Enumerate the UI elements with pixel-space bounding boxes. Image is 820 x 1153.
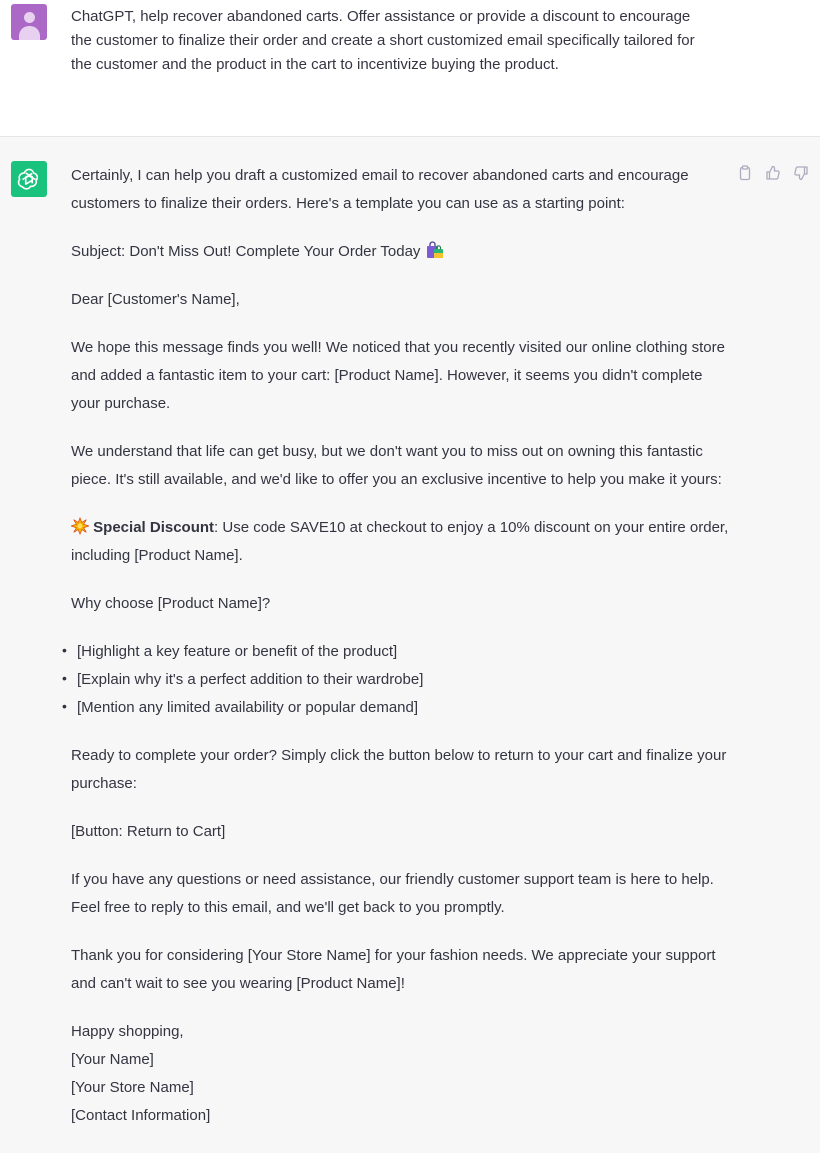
user-message-text: ChatGPT, help recover abandoned carts. Offer assistance or provide a discount to encourage the customer to finalize their order and create a short customized email specifically tailored for the customer and the product in the cart to incentivize buying the product. (71, 8, 695, 73)
user-avatar-icon (11, 4, 47, 40)
button-placeholder: [Button: Return to Cart] (71, 823, 226, 840)
email-paragraph-1: We hope this message finds you well! We noticed that you recently visited our online clothing store and added a fantastic item to your cart: [Product Name]. However, it seems you didn't complete your purchase. (71, 339, 725, 412)
thumbs-up-icon[interactable] (763, 163, 783, 183)
thanks-text: Thank you for considering [Your Store Name] for your fashion needs. We appreciate your support and can't wait to see you wearing [Product Name]! (71, 947, 716, 992)
email-subject (71, 238, 731, 266)
email-paragraph-2: We understand that life can get busy, but we don't want you to miss out on owning this fantastic piece. It's still available, and we'd like to offer you an exclusive incentive to help you make it yours: (71, 443, 722, 488)
signature-name: [Your Name] (71, 1051, 154, 1068)
signature-block (71, 1018, 731, 1130)
clipboard-icon[interactable] (735, 163, 755, 183)
thumbs-down-icon[interactable] (791, 163, 811, 183)
list-item: • [Explain why it's a perfect addition to their wardrobe] (62, 666, 731, 694)
email-greeting: Dear [Customer's Name], (71, 291, 240, 308)
collision-icon (71, 517, 89, 535)
signoff: Happy shopping, (71, 1023, 184, 1040)
discount-label: Special Discount (93, 519, 215, 536)
shopping-bags-icon (425, 241, 445, 259)
feature-list (62, 638, 731, 722)
list-item: • [Mention any limited availability or popular demand] (62, 694, 731, 722)
signature-contact: [Contact Information] (71, 1107, 211, 1124)
email-subject-text: Subject: Don't Miss Out! Complete Your Order Today (71, 243, 421, 260)
openai-logo-icon (11, 161, 47, 197)
support-text: If you have any questions or need assistance, our friendly customer support team is here to help. Feel free to reply to this email, and we'll get back to you promptly. (71, 871, 714, 916)
signature-store: [Your Store Name] (71, 1079, 194, 1096)
assistant-message-content (71, 162, 731, 1130)
discount-text: : Use code SAVE10 at checkout to enjoy a 10% discount on your entire order, including [Product Name]. (71, 519, 729, 564)
cta-text: Ready to complete your order? Simply click the button below to return to your cart and finalize your purchase: (71, 747, 727, 792)
user-message (0, 0, 820, 137)
intro-text: Certainly, I can help you draft a customized email to recover abandoned carts and encourage customers to finalize their orders. Here's a template you can use as a starting point: (71, 167, 689, 212)
list-item: • [Highlight a key feature or benefit of the product] (62, 638, 731, 666)
why-heading: Why choose [Product Name]? (71, 595, 271, 612)
discount-line (71, 514, 731, 570)
